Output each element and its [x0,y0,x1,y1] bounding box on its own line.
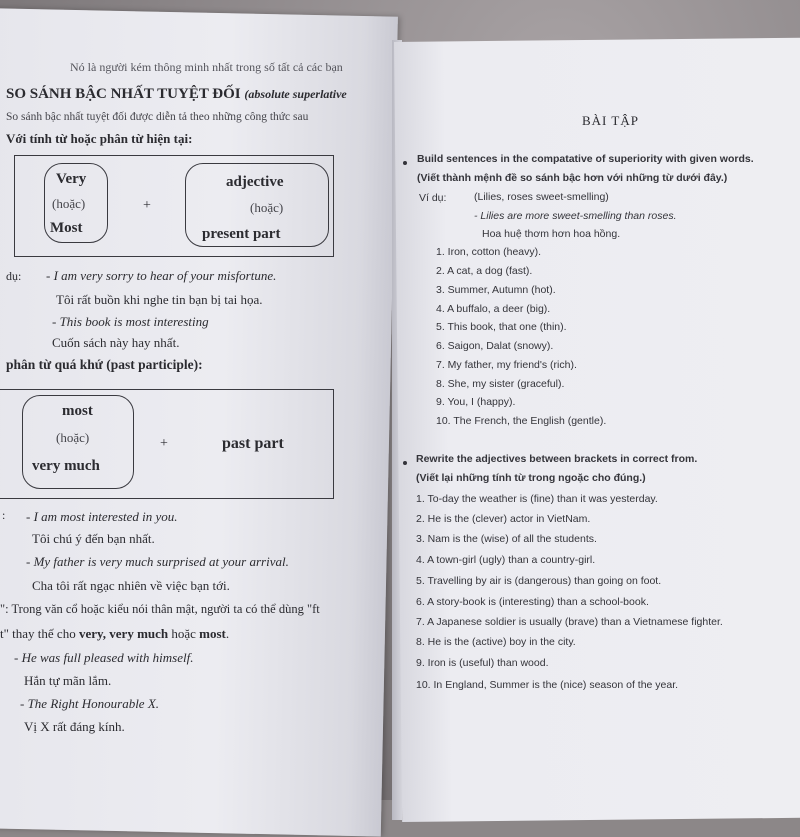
exercise-1-example-words: (Lilies, roses sweet-smelling) [474,191,609,203]
section-heading [6,86,347,103]
example-6-en: - The Right Honourable X. [20,696,160,711]
example-5-vi: Hắn tự mãn lắm. [24,673,112,688]
exercise-2-instruction-vi: (Viết lại những tính từ trong ngoặc cho đúng.) [416,472,646,484]
example-5-en: - He was full pleased with himself. [14,650,194,665]
formula-2-or: (hoặc) [56,430,90,445]
exercise-2-item: 3. Nam is the (wise) of all the students. [416,533,597,545]
example-6-vi: Vị X rất đáng kính. [24,719,125,734]
formula-2-very-much: very much [32,458,100,474]
exercise-2-item: 1. To-day the weather is (fine) than it was yesterday. [416,493,658,505]
exercise-2-item: 7. A Japanese soldier is usually (brave) than a Vietnamese fighter. [416,616,723,628]
note-line-1: ": Trong văn cổ hoặc kiểu nói thân mật, người ta có thể dùng "ft [0,602,320,616]
formula-2-plus: + [160,436,168,451]
example-4-en: - My father is very much surprised at your arrival. [26,554,289,569]
note-line-2 [0,626,229,642]
exercise-1-instruction-vi: (Viết thành mệnh đề so sánh bậc hơn với những từ dưới đây.) [417,172,728,184]
exercise-2-item: 9. Iron is (useful) than wood. [416,657,549,669]
exercise-1-example-answer: - Lilies are more sweet-smelling than roses. [474,210,677,222]
examples-2-label: : [2,508,6,522]
exercise-1-item: 8. She, my sister (graceful). [436,378,565,390]
exercise-1-item: 10. The French, the English (gentle). [436,415,607,427]
exercise-1-item: 5. This book, that one (thin). [436,321,567,333]
exercise-1-instruction: Build sentences in the compatative of superiority with given words. [417,153,754,165]
section-intro: So sánh bậc nhất tuyệt đối được diễn tả theo những công thức sau [6,111,309,123]
example-3-en: - I am most interested in you. [26,509,178,524]
example-2-vi: Cuốn sách này hay nhất. [52,335,180,350]
exercise-1-item: 7. My father, my friend's (rich). [436,359,577,371]
exercise-1-item: 9. You, I (happy). [436,396,516,408]
formula-1-plus: + [143,198,151,213]
example-1-en: - I am very sorry to hear of your misfortune. [46,268,277,283]
formula-1-adjective: adjective [226,174,284,190]
exercise-2-item: 8. He is the (active) boy in the city. [416,636,576,648]
note-line-2-bold1: very, very much [78,626,169,641]
exercise-2-item: 10. In England, Summer is the (nice) season of the year. [416,679,679,691]
formula-2-most: most [62,403,93,419]
example-4-vi: Cha tôi rất ngạc nhiên về việc bạn tới. [32,578,230,593]
note-line-2-pre: t" thay thế cho [0,626,79,641]
note-line-2-bold2: most [199,626,226,641]
exercise-1-example-vi: Hoa huệ thơm hơn hoa hồng. [482,228,621,240]
formula-1-very: Very [56,171,87,187]
subheading-1: Với tính từ hoặc phân từ hiện tại: [6,131,193,146]
exercise-1-item: 2. A cat, a dog (fast). [436,265,533,277]
exercise-1-item: 6. Saigon, Dalat (snowy). [436,340,554,352]
formula-1-present-part: present part [202,226,281,242]
note-line-2-mid: hoặc [168,626,200,641]
formula-2-past-part: past part [222,435,284,452]
formula-1-or-left: (hoặc) [52,196,86,211]
exercise-2-item: 4. A town-girl (ugly) than a country-girl. [416,554,596,566]
exercise-1-item: 4. A buffalo, a deer (big). [436,303,551,315]
example-3-vi: Tôi chú ý đến bạn nhất. [32,531,155,546]
examples-label: dụ: [6,269,22,283]
formula-1-or-right: (hoặc) [250,200,284,215]
exercise-2-item: 6. A story-book is (interesting) than a school-book. [416,596,649,608]
example-2-en: - This book is most interesting [52,314,209,329]
left-top-line: Nó là người kém thông minh nhất trong số tất cả các bạn [70,60,343,74]
exercise-1-example-label: Ví dụ: [419,192,447,204]
exercise-2-item: 2. He is the (clever) actor in VietNam. [416,513,591,525]
note-line-2-end: . [225,626,230,641]
section-heading-paren: (absolute superlative [244,87,347,101]
exercise-1-item: 3. Summer, Autumn (hot). [436,284,556,296]
exercise-title: BÀI TẬP [582,113,639,128]
example-1-vi: Tôi rất buồn khi nghe tin bạn bị tai họa. [56,292,263,307]
exercise-2-instruction: Rewrite the adjectives between brackets in correct from. [416,453,698,465]
subheading-2: phân từ quá khứ (past participle): [6,357,203,372]
section-heading-text: SO SÁNH BẬC NHẤT TUYỆT ĐỐI [6,86,241,102]
exercise-2-item: 5. Travelling by air is (dangerous) than going on foot. [416,575,662,587]
formula-1-most: Most [50,220,83,236]
exercise-1-item: 1. Iron, cotton (heavy). [436,246,542,258]
exercise-1-bullet [403,161,407,165]
exercise-2-bullet [403,461,407,465]
